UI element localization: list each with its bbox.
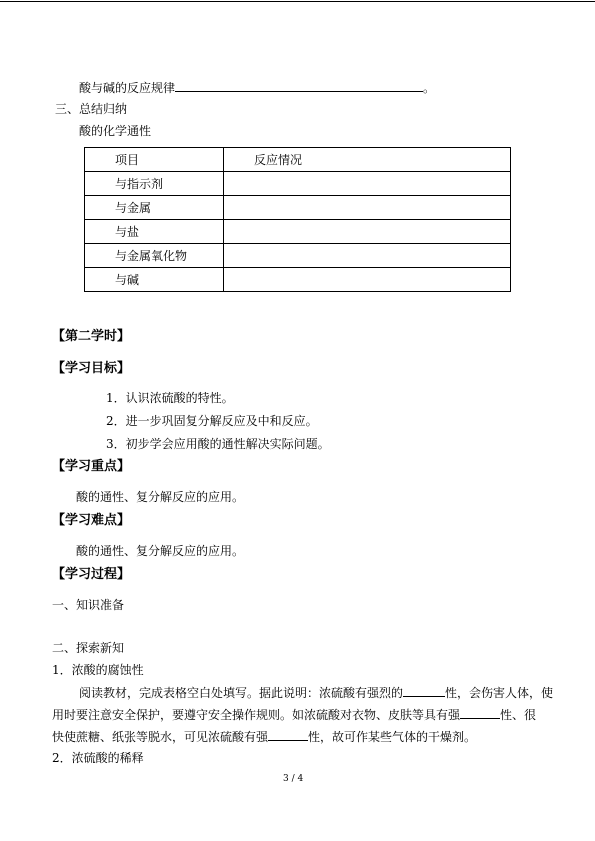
row-item: 与金属氧化物 (85, 244, 224, 268)
row-item: 与金属 (85, 196, 224, 220)
row-item: 与盐 (85, 220, 224, 244)
table-row (85, 244, 511, 268)
para-text: 阅读教材，完成表格空白处填写。据此说明：浓硫酸有强烈的 (79, 686, 404, 700)
difficulty-heading: 【学习难点】 (52, 513, 131, 528)
answer-blank[interactable] (460, 706, 500, 719)
para-text: 性，故可作某些气体的干燥剂。 (308, 730, 477, 744)
knowledge-prep: 一、知识准备 (52, 598, 125, 612)
row-result-cell[interactable] (224, 196, 511, 220)
para-text: 快使蔗糖、纸张等脱水，可见浓硫酸有强 (52, 730, 269, 744)
para-text: 用时要注意安全保护，要遵守安全操作规则。如浓硫酸对衣物、皮肤等具有强 (52, 708, 461, 722)
table-row (85, 196, 511, 220)
difficulty-text: 酸的通性、复分解反应的应用。 (76, 544, 245, 558)
answer-blank[interactable] (175, 79, 423, 92)
table-header-row (85, 148, 511, 172)
header-item: 项目 (85, 148, 224, 172)
goal-item: 3．初步学会应用酸的通性解决实际问题。 (106, 437, 330, 451)
corrosion-item: 1．浓酸的腐蚀性 (52, 663, 144, 677)
key-heading: 【学习重点】 (52, 459, 131, 474)
process-heading: 【学习过程】 (52, 567, 131, 582)
table-row (85, 268, 511, 292)
summary-heading: 三、总结归纳 (55, 102, 128, 116)
row-result-cell[interactable] (224, 220, 511, 244)
explore-new: 二、探索新知 (52, 641, 125, 655)
top-rule (0, 1, 595, 2)
goal-item: 2．进一步巩固复分解反应及中和反应。 (106, 414, 318, 428)
key-text: 酸的通性、复分解反应的应用。 (76, 490, 245, 504)
row-item: 与指示剂 (85, 172, 224, 196)
period: 。 (423, 81, 436, 95)
goal-item: 1．认识浓硫酸的特性。 (106, 391, 234, 405)
row-result-cell[interactable] (224, 268, 511, 292)
dilution-item: 2．浓硫酸的稀释 (52, 751, 144, 765)
paragraph-line (52, 706, 536, 723)
summary-subtitle: 酸的化学通性 (79, 124, 152, 138)
para-text: 性，会伤害人体，使 (445, 686, 554, 700)
paragraph-line (52, 728, 476, 745)
page-number: 3 / 4 (283, 774, 304, 784)
acid-properties-table (84, 147, 511, 292)
goals-heading: 【学习目标】 (52, 361, 131, 376)
table-row (85, 220, 511, 244)
row-result-cell[interactable] (224, 244, 511, 268)
paragraph-line (79, 684, 553, 701)
answer-blank[interactable] (268, 728, 308, 741)
para-text: 性、很 (500, 708, 537, 722)
row-item: 与碱 (85, 268, 224, 292)
acid-base-rule-label: 酸与碱的反应规律 (79, 81, 176, 95)
table-row (85, 172, 511, 196)
acid-base-rule-line (79, 79, 435, 96)
row-result-cell[interactable] (224, 172, 511, 196)
lesson2-title: 【第二学时】 (52, 329, 131, 344)
header-result: 反应情况 (224, 148, 511, 172)
answer-blank[interactable] (403, 684, 445, 697)
